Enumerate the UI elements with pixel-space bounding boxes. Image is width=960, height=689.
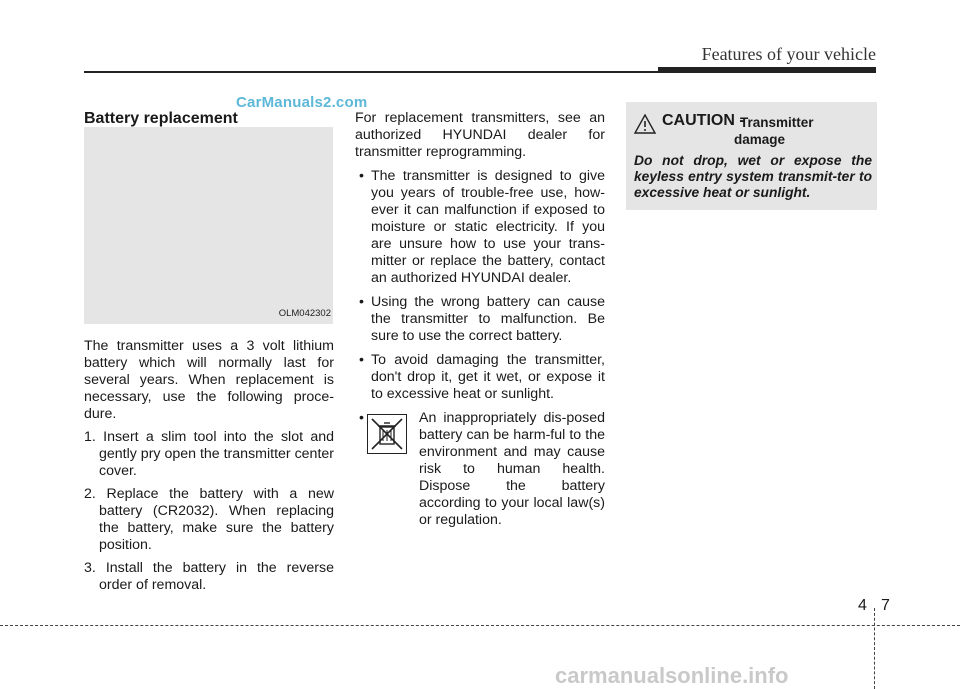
disposal-text: An inappropriately dis-posed battery can be harm-ful to the environment and may cause risk to human health. Dispose the battery according to your local law(s) or regulation. (419, 410, 605, 528)
intro-paragraph: The transmitter uses a 3 volt lithium battery which will normally last for several years. When replacement is necessary, use the following proce-dure. (84, 338, 334, 422)
caution-label: CAUTION - (662, 112, 745, 129)
crossed-out-bin-icon (367, 414, 407, 454)
step-1: 1. Insert a slim tool into the slot and gently pry open the transmitter center cover. (84, 429, 335, 479)
caution-body: Do not drop, wet or expose the keyless entry system transmit-ter to excessive heat or sunlight. (634, 153, 872, 200)
bullet-dot: • (359, 294, 364, 310)
footer-rule (0, 625, 960, 626)
caution-subject: Transmitter (740, 115, 814, 130)
figure-code: OLM042302 (278, 308, 331, 319)
section-title: Battery replacement (84, 110, 238, 127)
bullet-item (355, 168, 605, 287)
step-3: 3. Install the battery in the reverse order of removal. (84, 560, 334, 593)
caution-box (626, 102, 877, 210)
bullet-dot: • (359, 168, 364, 184)
caution-subject-cont: damage (734, 132, 786, 147)
warning-triangle-icon (634, 114, 656, 139)
bullet-item (355, 352, 605, 403)
footer-divider (874, 608, 875, 689)
watermark-top: CarManuals2.com (236, 94, 368, 111)
running-header: Features of your vehicle (701, 44, 876, 64)
bullet-text: To avoid damaging the transmitter, don't drop it, get it wet, or expose it to excessive heat or sunlight. (371, 352, 605, 402)
bullet-dot: • (359, 410, 364, 426)
bullet-text: Using the wrong battery can cause the transmitter to malfunction. Be sure to use the correct battery. (371, 294, 605, 344)
step-2: 2. Replace the battery with a new battery (CR2032). When replacing the battery, make sure the battery position. (84, 486, 334, 553)
page-number: 7 (881, 597, 890, 614)
bullet-dot: • (359, 352, 364, 368)
watermark-bottom: carmanualsonline.info (555, 663, 789, 688)
figure-placeholder (84, 127, 333, 324)
replacement-paragraph: For replacement transmitters, see an authorized HYUNDAI dealer for transmitter reprogramming. (355, 110, 605, 160)
left-column (84, 110, 334, 594)
middle-column (355, 110, 605, 528)
bullet-text: The transmitter is designed to give you years of trouble-free use, how-ever it can malfunction if exposed to moisture or static electricity. If you are unsure how to use your trans-mitter or replace the battery, contact an authorized HYUNDAI dealer. (371, 168, 605, 286)
bullet-item (355, 294, 605, 345)
header-rule-accent (658, 67, 876, 73)
disposal-bullet (355, 410, 605, 528)
chapter-number: 4 (858, 597, 867, 614)
